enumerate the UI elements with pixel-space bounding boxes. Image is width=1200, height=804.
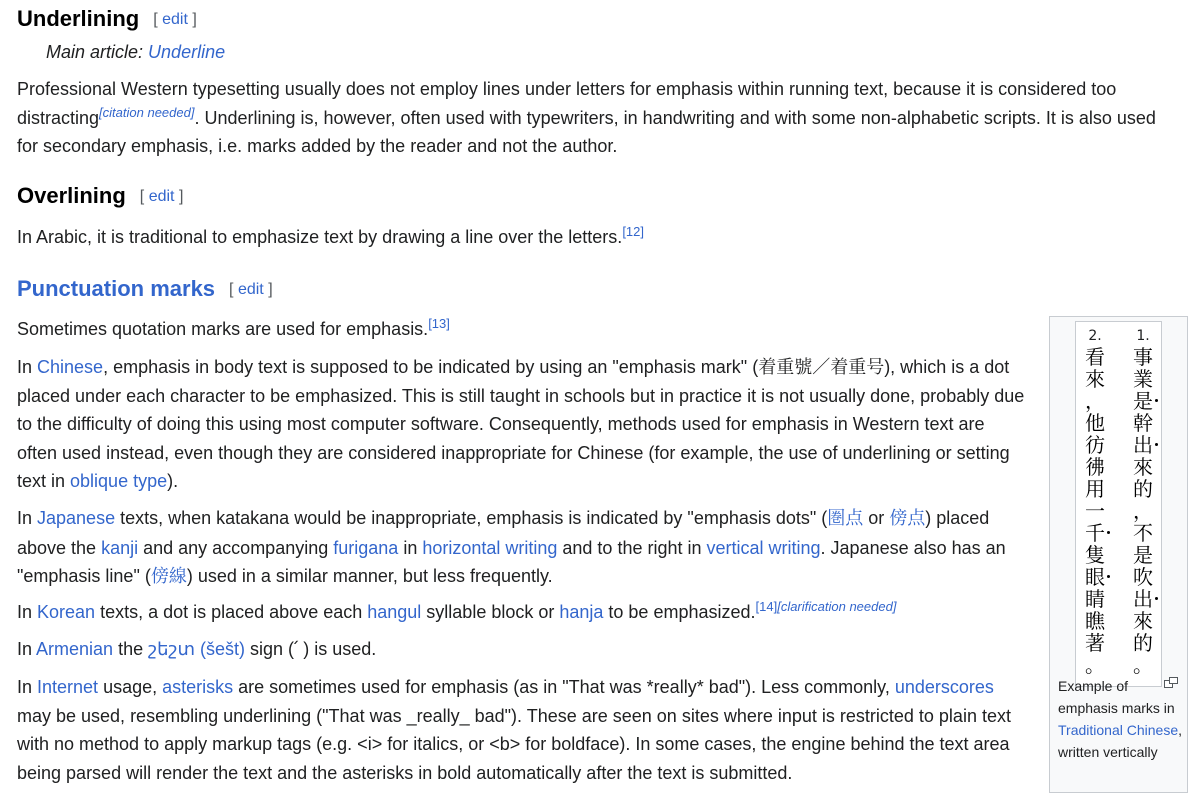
vertical-writing-link[interactable]: vertical writing <box>706 537 821 558</box>
figure-character: 來 <box>1133 609 1153 633</box>
traditional-chinese-link[interactable]: Traditional Chinese <box>1058 722 1179 738</box>
figure-character: 睛 <box>1085 587 1105 611</box>
figure-character: 著 <box>1085 631 1105 655</box>
figure-character: 用 <box>1085 477 1105 501</box>
edit-link[interactable]: edit <box>148 188 175 205</box>
clarification-needed-link[interactable]: [clarification needed] <box>777 599 897 614</box>
paragraph-overlining: In Arabic, it is traditional to emphasize text by drawing a line over the letters.[12] <box>17 224 644 247</box>
edit-section: [ edit ] <box>139 188 184 205</box>
figure-character: 眼 <box>1085 565 1105 589</box>
figure-character: 看 <box>1085 345 1105 369</box>
edit-link[interactable]: edit <box>237 281 264 298</box>
edit-section: [ edit ] <box>153 11 197 28</box>
column-number: 2. <box>1088 328 1102 344</box>
figure-character: 的 <box>1133 631 1153 655</box>
figure-character: 他 <box>1085 411 1105 435</box>
figure-character: 隻 <box>1085 543 1105 567</box>
figure-character: 幹 <box>1133 411 1153 435</box>
hangul-link[interactable]: hangul <box>367 602 422 622</box>
figure-character: 彷 <box>1085 433 1105 457</box>
bosen-link[interactable]: 傍線 <box>150 566 187 587</box>
citation-needed-link[interactable]: [citation needed] <box>99 104 195 120</box>
enlarge-icon[interactable] <box>1164 677 1178 688</box>
armenian-link[interactable]: Armenian <box>36 639 114 659</box>
figure-character: 千 <box>1085 521 1105 545</box>
paragraph-armenian: In Armenian the շեշտ (šešt) sign (՛ ) is used. <box>17 639 377 659</box>
figure-character: 不 <box>1133 521 1153 545</box>
text-column-1 <box>1128 326 1158 676</box>
figure-character: 。 <box>1085 653 1105 677</box>
hanja-link[interactable]: hanja <box>559 602 604 622</box>
figure-character: 出 <box>1133 587 1153 611</box>
kenten-link[interactable]: 圏点 <box>827 508 864 529</box>
figure-character: 來 <box>1133 455 1153 479</box>
asterisks-link[interactable]: asterisks <box>162 677 234 697</box>
edit-link[interactable]: edit <box>162 11 188 28</box>
text-column-2 <box>1080 326 1110 676</box>
figure-character: 。 <box>1133 653 1153 677</box>
figure-character: ， <box>1085 389 1105 413</box>
edit-section: [ edit ] <box>229 281 273 298</box>
figure-character: 吹 <box>1133 565 1153 589</box>
figure-character: ， <box>1133 499 1153 523</box>
section-title: Overlining <box>17 183 126 208</box>
horizontal-writing-link[interactable]: horizontal writing <box>422 537 558 558</box>
chinese-link[interactable]: Chinese <box>37 357 104 377</box>
figure-thumbnail <box>1049 316 1188 793</box>
figure-character: 出 <box>1133 433 1153 457</box>
boten-link[interactable]: 傍点 <box>889 508 926 529</box>
column-number: 1. <box>1136 328 1150 344</box>
figure-character: 是 <box>1133 543 1153 567</box>
figure-character: 事 <box>1133 345 1153 369</box>
section-title: Punctuation marks <box>17 276 216 301</box>
figure-character: 一 <box>1085 499 1105 523</box>
paragraph-underlining: Professional Western typesetting usually does not employ lines under letters for emphasis within running text, because it is considered too distracting[citation needed]. Underlining is, however, often used with typewriters, in handwriting and with some non-alphabetic scripts. It is also used for secondary emphasis, i.e. marks added by the reader and not the author. <box>17 79 1156 156</box>
reference-link[interactable]: [12] <box>622 224 644 239</box>
paragraph-korean: In Korean texts, a dot is placed above each hangul syllable block or hanja to be emphasized.[14][clarification needed] <box>17 599 897 622</box>
paragraph-chinese: In Chinese, emphasis in body text is supposed to be indicated by using an "emphasis mark" (着重號／着重号), which is a dot placed under each character to be emphasized. This is still taught in schools but in practice it is not usually done, probably due to the difficulty of doing this using most computer software. Consequently, methods used for emphasis in Western text are often used instead, even though they are considered inappropriate for Chinese (for example, the use of underlining or setting text in oblique type). <box>17 357 1025 491</box>
paragraph-quotation-marks: Sometimes quotation marks are used for emphasis.[13] <box>17 316 450 339</box>
heading-underlining <box>17 6 197 33</box>
figure-character: 瞧 <box>1085 609 1105 633</box>
figure-caption: Example of emphasis marks in Traditional Chinese, written vertically <box>1058 678 1182 760</box>
shesht-link[interactable]: շեշտ (šešt) <box>148 639 245 659</box>
paragraph-japanese: In Japanese texts, when katakana would be inappropriate, emphasis is indicated by "emphasis dots" (圏点 or 傍点) placed above the kanji and any accompanying furigana in horizontal writing and to the right in vertical writing. Japanese also has an "emphasis line" (傍線) used in a similar manner, but less frequently. <box>17 508 1006 587</box>
figure-image[interactable] <box>1075 321 1162 687</box>
figure-character: 業 <box>1133 367 1153 391</box>
figure-character: 是 <box>1133 389 1153 413</box>
japanese-link[interactable]: Japanese <box>37 508 116 528</box>
heading-overlining <box>17 183 183 210</box>
figure-character: 彿 <box>1085 455 1105 479</box>
reference-link[interactable]: [13] <box>428 316 450 331</box>
internet-link[interactable]: Internet <box>37 677 99 697</box>
hatnote: Main article: Underline <box>46 42 226 62</box>
korean-link[interactable]: Korean <box>37 602 96 622</box>
underline-link[interactable]: Underline <box>148 42 226 62</box>
section-title: Underlining <box>17 6 140 31</box>
reference-link[interactable]: [14] <box>755 599 778 614</box>
figure-character: 的 <box>1133 477 1153 501</box>
kanji-link[interactable]: kanji <box>101 537 139 558</box>
heading-punctuation-marks <box>17 276 273 303</box>
underscores-link[interactable]: underscores <box>894 677 994 697</box>
paragraph-internet: In Internet usage, asterisks are sometimes used for emphasis (as in "That was *really* bad"). Less commonly, underscores may be used, resembling underlining ("That was _really_ bad"). These are seen on sites where input is restricted to plain text with no method to apply markup tags (e.g. <i> for italics, or <b> for boldface). In some cases, the engine behind the text area being parsed will render the text and the asterisks in bold automatically after the text is submitted. <box>17 677 1011 783</box>
furigana-link[interactable]: furigana <box>333 537 399 558</box>
figure-character: 來 <box>1085 367 1105 391</box>
oblique-type-link[interactable]: oblique type <box>70 471 168 491</box>
